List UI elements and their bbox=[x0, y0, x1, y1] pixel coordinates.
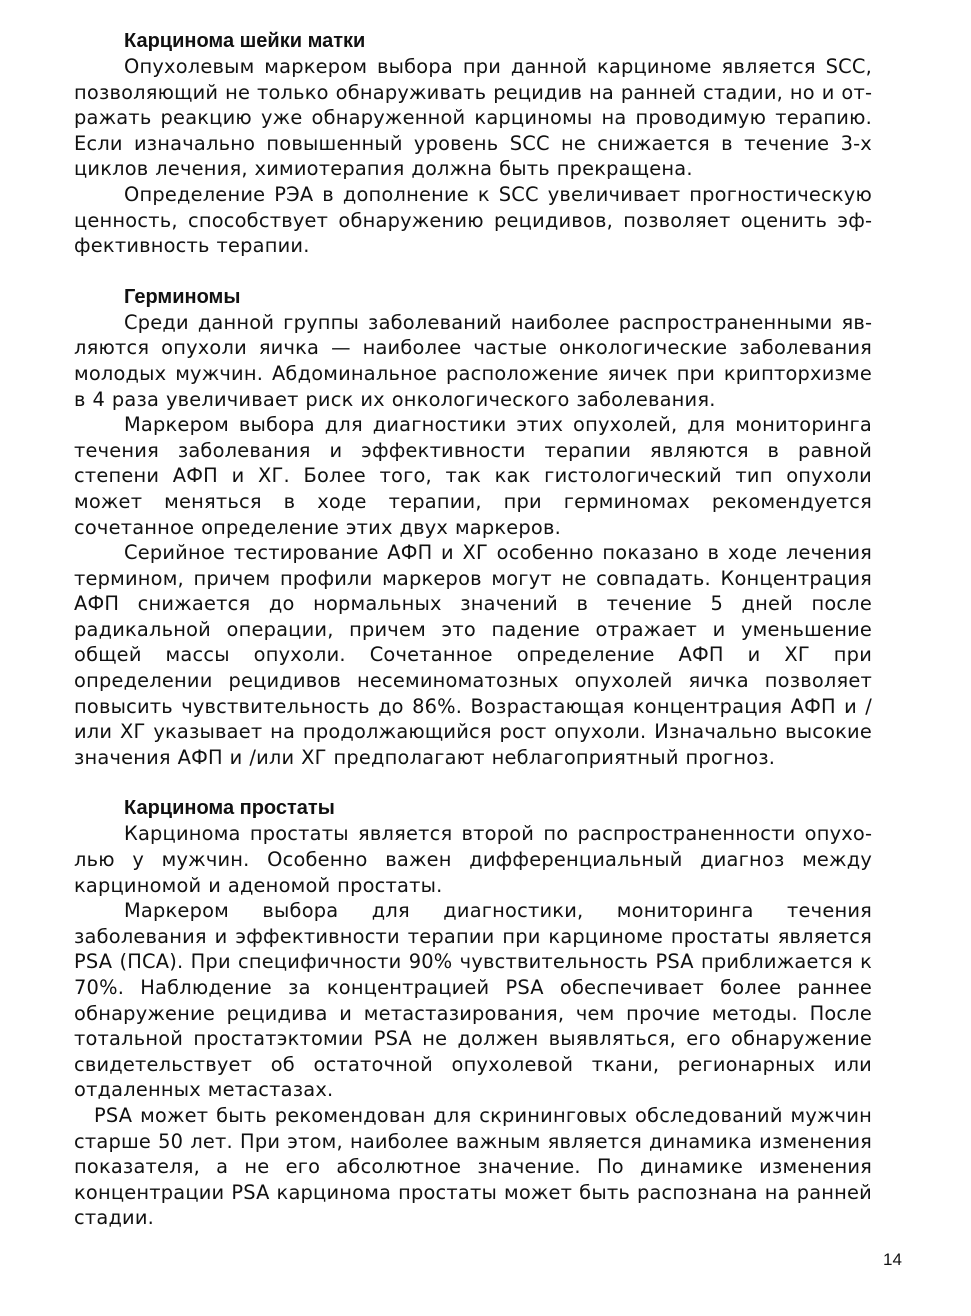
paragraph: Маркером выбора для диагностики этих опухолей, для мониторинга течения заболевания и эффективности терапии являются в равной степени АФП и ХГ. Более того, так как гистологический тип опухоли может меняться в ходе терапии, при герминомах рекомендуется сочетанное определение этих двух маркеров. bbox=[74, 413, 872, 539]
section-heading-germinomas: Герминомы bbox=[124, 285, 241, 308]
paragraph: Опухолевым маркером выбора при данной карциноме является SCC, позволяющий не только обнаруживать рецидив на ранней стадии, но и отражать реакцию уже обнаруженной карциномы на проводимую терапию. Если изначально повышенный уровень SCC не снижается в течение 3-х циклов лечения, химиотерапия должна быть прекращена. bbox=[74, 55, 872, 181]
section-heading-cervical-carcinoma: Карцинома шейки матки bbox=[124, 30, 366, 52]
section-heading-prostate-carcinoma: Карцинома простаты bbox=[124, 797, 335, 820]
paragraph: Карцинома простаты является второй по распространенности опухолью у мужчин. Особенно важен дифференциальный диагноз между карциномой и аденомой простаты. bbox=[74, 822, 872, 897]
paragraph: Серийное тестирование АФП и ХГ особенно показано в ходе лечения термином, причем профили маркеров могут не совпадать. Концентрация АФП снижается до нормальных значений в течение 5 дней после радикальной операции, причем это падение отражает и уменьшение общей массы опухоли. Сочетанное определение АФП и ХГ при определении рецидивов несеминоматозных опухолей яичка позволяет повысить чувствительность до 86%. Возрастающая концентрация АФП и /или ХГ указывает на продолжающийся рост опухоли. Изначально высокие значения АФП и /или ХГ предполагают неблагоприятный прогноз. bbox=[74, 541, 872, 769]
section-gap bbox=[74, 770, 872, 795]
paragraph: Маркером выбора для диагностики, мониторинга течения заболевания и эффективности терапии при карциноме простаты является PSA (ПСА). При специфичности 90% чувствительность PSA приближается к 70%. Наблюдение за концентрацией PSA обеспечивает более раннее обнаружение рецидива и метастазирования, чем прочие методы. После тотальной простатэктомии PSA не должен выявляться, его обнаружение свидетельствует об остаточной опухолевой ткани, регионарных или отдаленных метастазах. bbox=[74, 899, 872, 1102]
section-gap bbox=[74, 259, 872, 284]
page-number: 14 bbox=[883, 1250, 902, 1269]
paragraph: Среди данной группы заболеваний наиболее распространенными являются опухоли яичка — наиболее частые онкологические заболевания молодых мужчин. Абдоминальное расположение яичек при крипторхизме в 4 раза увеличивает риск их онкологического заболевания. bbox=[74, 310, 872, 411]
document-page bbox=[74, 28, 872, 1231]
paragraph: PSA может быть рекомендован для скрининговых обследований мужчин старше 50 лет. При этом, наиболее важным является динамика изменения показателя, а не его абсолютное значение. По динамике изменения концентрации PSA карцинома простаты может быть распознана на ранней стадии. bbox=[74, 1103, 872, 1230]
paragraph: Определение РЭА в дополнение к SCC увеличивает прогностическую ценность, способствует обнаружению рецидивов, позволяет оценить эффективность терапии. bbox=[74, 182, 872, 258]
